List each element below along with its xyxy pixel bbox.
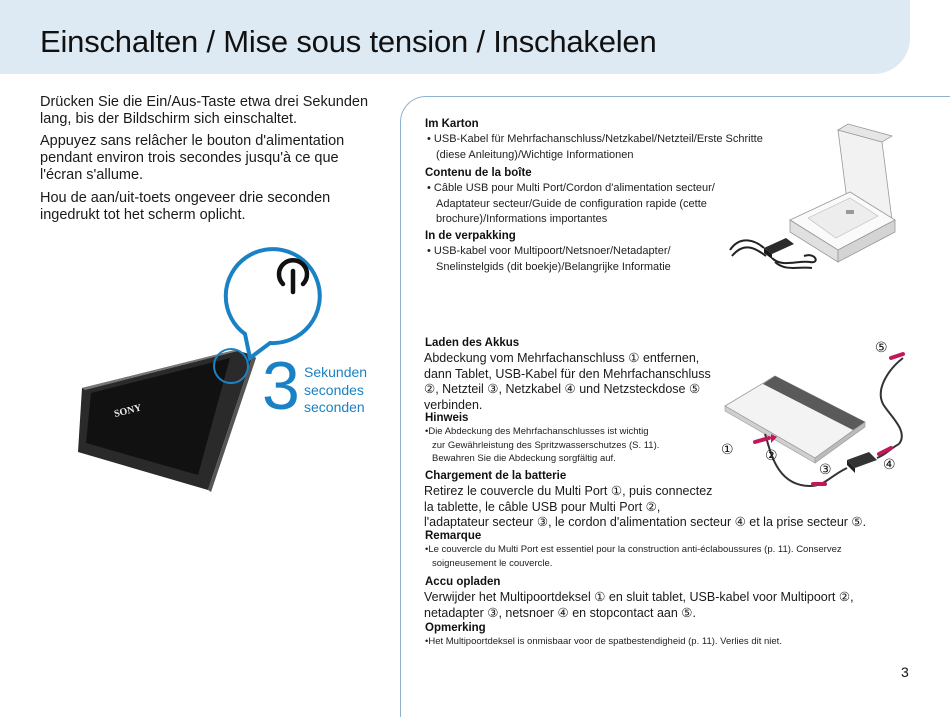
charge-line: Abdeckung vom Mehrfachanschluss ① entfernen, (424, 351, 700, 365)
countdown-label: seconden (304, 399, 365, 415)
intro-line: pendant environ trois secondes jusqu'à ce que (40, 150, 339, 166)
intro-line: ingedrukt tot het scherm oplicht. (40, 207, 246, 223)
intro-fr (40, 133, 380, 184)
box-line: (diese Anleitung)/Wichtige Informationen (436, 148, 634, 161)
note-line: Bewahren Sie die Abdeckung sorgfältig auf. (432, 453, 616, 464)
intro-line: Appuyez sans relâcher le bouton d'alimentation (40, 133, 345, 149)
note-line: soigneusement le couvercle. (432, 557, 553, 569)
box-line: brochure)/Informations importantes (436, 213, 608, 225)
intro-line: l'écran s'allume. (40, 167, 144, 183)
note-heading-nl: Opmerking (425, 622, 486, 634)
note-de (425, 425, 659, 466)
charging-diagram (715, 336, 915, 496)
intro-nl (40, 190, 380, 224)
diagram-label-3: ③ (819, 462, 832, 478)
note-line: • Die Abdeckung des Mehrfachanschlusses ist wichtig (425, 425, 659, 439)
diagram-label-4: ④ (883, 457, 896, 473)
note-line: • Het Multipoortdeksel is onmisbaar voor de spatbestendigheid (p. 11). Verlies dit niet. (425, 635, 782, 649)
countdown-label: secondes (304, 381, 364, 398)
intro-de (40, 94, 380, 128)
box-list-nl (427, 244, 671, 275)
page-number: 3 (901, 664, 909, 680)
intro-line: lang, bis der Bildschirm sich einschaltet. (40, 111, 298, 127)
intro-line: Hou de aan/uit-toets ongeveer drie seconden (40, 190, 331, 206)
page-title: Einschalten / Mise sous tension / Inschakelen (40, 24, 657, 59)
note-fr (425, 543, 842, 570)
countdown-labels (304, 364, 367, 417)
charge-line: la tablette, le câble USB pour Multi Port ②, (424, 499, 661, 514)
box-contents-illustration (720, 110, 920, 280)
charge-heading-nl: Accu opladen (425, 576, 501, 588)
box-list-fr (427, 181, 715, 228)
countdown-label: Sekunden (304, 364, 368, 380)
intro-line: Drücken Sie die Ein/Aus-Taste etwa drei Sekunden (40, 94, 369, 110)
box-line: Adaptateur secteur/Guide de configuration rapide (cette (436, 197, 707, 210)
note-line: • Le couvercle du Multi Port est essentiel pour la construction anti-éclaboussures (p. 11). Conservez (425, 543, 842, 557)
note-heading-de: Hinweis (425, 412, 469, 424)
note-heading-fr: Remarque (425, 530, 482, 542)
diagram-label-1: ① (721, 442, 734, 458)
charge-heading-de: Laden des Akkus (425, 337, 520, 349)
charge-text-de (424, 351, 711, 413)
charge-line: Retirez le couvercle du Multi Port ①, puis connectez (424, 484, 713, 498)
box-list-de (427, 132, 763, 163)
charge-line: netadapter ③, netsnoer ④ en stopcontact aan ⑤. (424, 605, 696, 620)
charge-text-nl (424, 590, 854, 621)
box-heading-fr: Contenu de la boîte (425, 167, 532, 179)
countdown-number: 3 (262, 348, 300, 424)
charge-heading-fr: Chargement de la batterie (425, 470, 567, 482)
diagram-label-5: ⑤ (875, 340, 888, 356)
box-heading-de: Im Karton (425, 118, 479, 130)
box-line: • Câble USB pour Multi Port/Cordon d'alimentation secteur/ (427, 181, 715, 197)
tablet-brand: SONY (113, 402, 143, 420)
tablet-illustration (78, 350, 256, 492)
diagram-label-2: ② (765, 448, 778, 464)
box-line: • USB-kabel voor Multipoort/Netsnoer/Netadapter/ (427, 244, 671, 260)
box-heading-nl: In de verpakking (425, 230, 516, 242)
note-nl (425, 635, 782, 649)
charge-line: l'adaptateur secteur ③, le cordon d'alimentation secteur ④ et la prise secteur ⑤. (424, 515, 867, 529)
charge-line: Verwijder het Multipoortdeksel ① en sluit tablet, USB-kabel voor Multipoort ②, (424, 590, 854, 604)
box-line: Snelinstelgids (dit boekje)/Belangrijke Informatie (436, 260, 671, 273)
charge-line: verbinden. (424, 397, 483, 412)
note-line: zur Gewährleistung des Spritzwasserschutzes (S. 11). (432, 439, 660, 451)
charge-line: ②, Netzteil ③, Netzkabel ④ und Netzsteckdose ⑤ (424, 382, 701, 396)
charge-line: dann Tablet, USB-Kabel für den Mehrfachanschluss (424, 366, 711, 381)
power-adapter (730, 238, 816, 268)
box-line: • USB-Kabel für Mehrfachanschluss/Netzkabel/Netzteil/Erste Schritte (427, 132, 763, 148)
